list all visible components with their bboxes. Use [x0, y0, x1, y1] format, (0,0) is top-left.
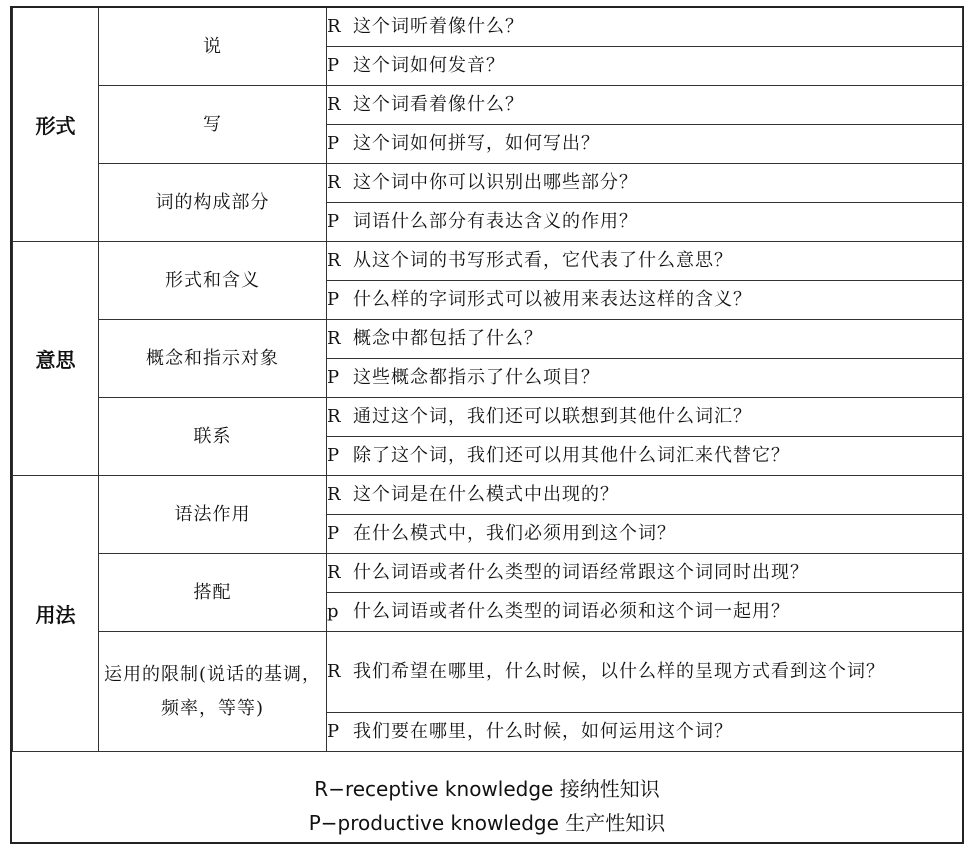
marker-p: p	[327, 601, 340, 622]
table-row	[13, 164, 963, 203]
category-use: 用法	[13, 476, 99, 752]
receptive-question	[327, 320, 963, 359]
table-row	[13, 476, 963, 515]
question-text: 什么样的字词形式可以被用来表达这样的含义？	[353, 289, 752, 310]
marker-p: P	[327, 211, 341, 232]
marker-r: R	[327, 406, 342, 427]
marker-p: P	[327, 133, 341, 154]
question-text: 这个词看着像什么？	[353, 94, 524, 115]
question-text: 这个词听着像什么？	[353, 16, 524, 37]
question-text: 这个词如何拼写，如何写出？	[353, 133, 600, 154]
table-row	[13, 86, 963, 125]
productive-question	[327, 125, 963, 164]
subcategory-associations: 联系	[99, 398, 327, 476]
receptive-question	[327, 86, 963, 125]
marker-r: R	[327, 94, 342, 115]
word-knowledge-table	[12, 8, 963, 752]
legend-receptive: R−receptive knowledge 接纳性知识	[314, 777, 660, 801]
legend-productive: P−productive knowledge 生产性知识	[308, 811, 666, 835]
marker-r: R	[327, 562, 342, 583]
subcategory-constraints: 运用的限制(说话的基调，频率，等等)	[99, 632, 327, 752]
receptive-question	[327, 8, 963, 47]
table-row	[13, 632, 963, 713]
question-text: 从这个词的书写形式看，它代表了什么意思？	[353, 250, 733, 271]
question-text: 这些概念都指示了什么项目？	[353, 367, 600, 388]
question-text: 什么词语或者什么类型的词语经常跟这个词同时出现？	[353, 562, 809, 583]
question-text: 这个词中你可以识别出哪些部分？	[353, 172, 638, 193]
table-row	[13, 242, 963, 281]
marker-r: R	[327, 328, 342, 349]
marker-r: R	[327, 172, 342, 193]
question-text: 我们希望在哪里，什么时候，以什么样的呈现方式看到这个词？	[353, 661, 885, 682]
question-text: 我们要在哪里，什么时候，如何运用这个词？	[353, 721, 733, 742]
table-row	[13, 398, 963, 437]
marker-p: P	[327, 55, 341, 76]
table-row	[13, 554, 963, 593]
receptive-question	[327, 554, 963, 593]
category-meaning: 意思	[13, 242, 99, 476]
productive-question	[327, 281, 963, 320]
table-row	[13, 320, 963, 359]
productive-question	[327, 359, 963, 398]
marker-r: R	[327, 250, 342, 271]
marker-r: R	[327, 661, 342, 682]
marker-p: P	[327, 721, 341, 742]
subcategory-word-parts: 词的构成部分	[99, 164, 327, 242]
subcategory-form-and-meaning: 形式和含义	[99, 242, 327, 320]
productive-question	[327, 437, 963, 476]
legend	[12, 766, 962, 842]
subcategory-collocations: 搭配	[99, 554, 327, 632]
productive-question	[327, 593, 963, 632]
receptive-question	[327, 476, 963, 515]
receptive-question	[327, 242, 963, 281]
productive-question	[327, 47, 963, 86]
productive-question	[327, 713, 963, 752]
question-text: 通过这个词，我们还可以联想到其他什么词汇？	[353, 406, 752, 427]
marker-p: P	[327, 367, 341, 388]
marker-r: R	[327, 16, 342, 37]
question-text: 除了这个词，我们还可以用其他什么词汇来代替它？	[353, 445, 790, 466]
marker-r: R	[327, 484, 342, 505]
receptive-question	[327, 398, 963, 437]
knowledge-table-page	[10, 6, 964, 844]
question-text: 这个词是在什么模式中出现的？	[353, 484, 619, 505]
marker-p: P	[327, 289, 341, 310]
marker-p: P	[327, 523, 341, 544]
question-text: 概念中都包括了什么？	[353, 328, 543, 349]
category-form: 形式	[13, 8, 99, 242]
subcategory-write: 写	[99, 86, 327, 164]
receptive-question	[327, 632, 963, 713]
question-text: 什么词语或者什么类型的词语必须和这个词一起用？	[353, 601, 790, 622]
table-row	[13, 8, 963, 47]
question-text: 这个词如何发音？	[353, 55, 505, 76]
subcategory-concept-referents: 概念和指示对象	[99, 320, 327, 398]
productive-question	[327, 515, 963, 554]
marker-p: P	[327, 445, 341, 466]
subcategory-speak: 说	[99, 8, 327, 86]
productive-question	[327, 203, 963, 242]
question-text: 词语什么部分有表达含义的作用？	[353, 211, 638, 232]
subcategory-grammar: 语法作用	[99, 476, 327, 554]
receptive-question	[327, 164, 963, 203]
question-text: 在什么模式中，我们必须用到这个词？	[353, 523, 676, 544]
